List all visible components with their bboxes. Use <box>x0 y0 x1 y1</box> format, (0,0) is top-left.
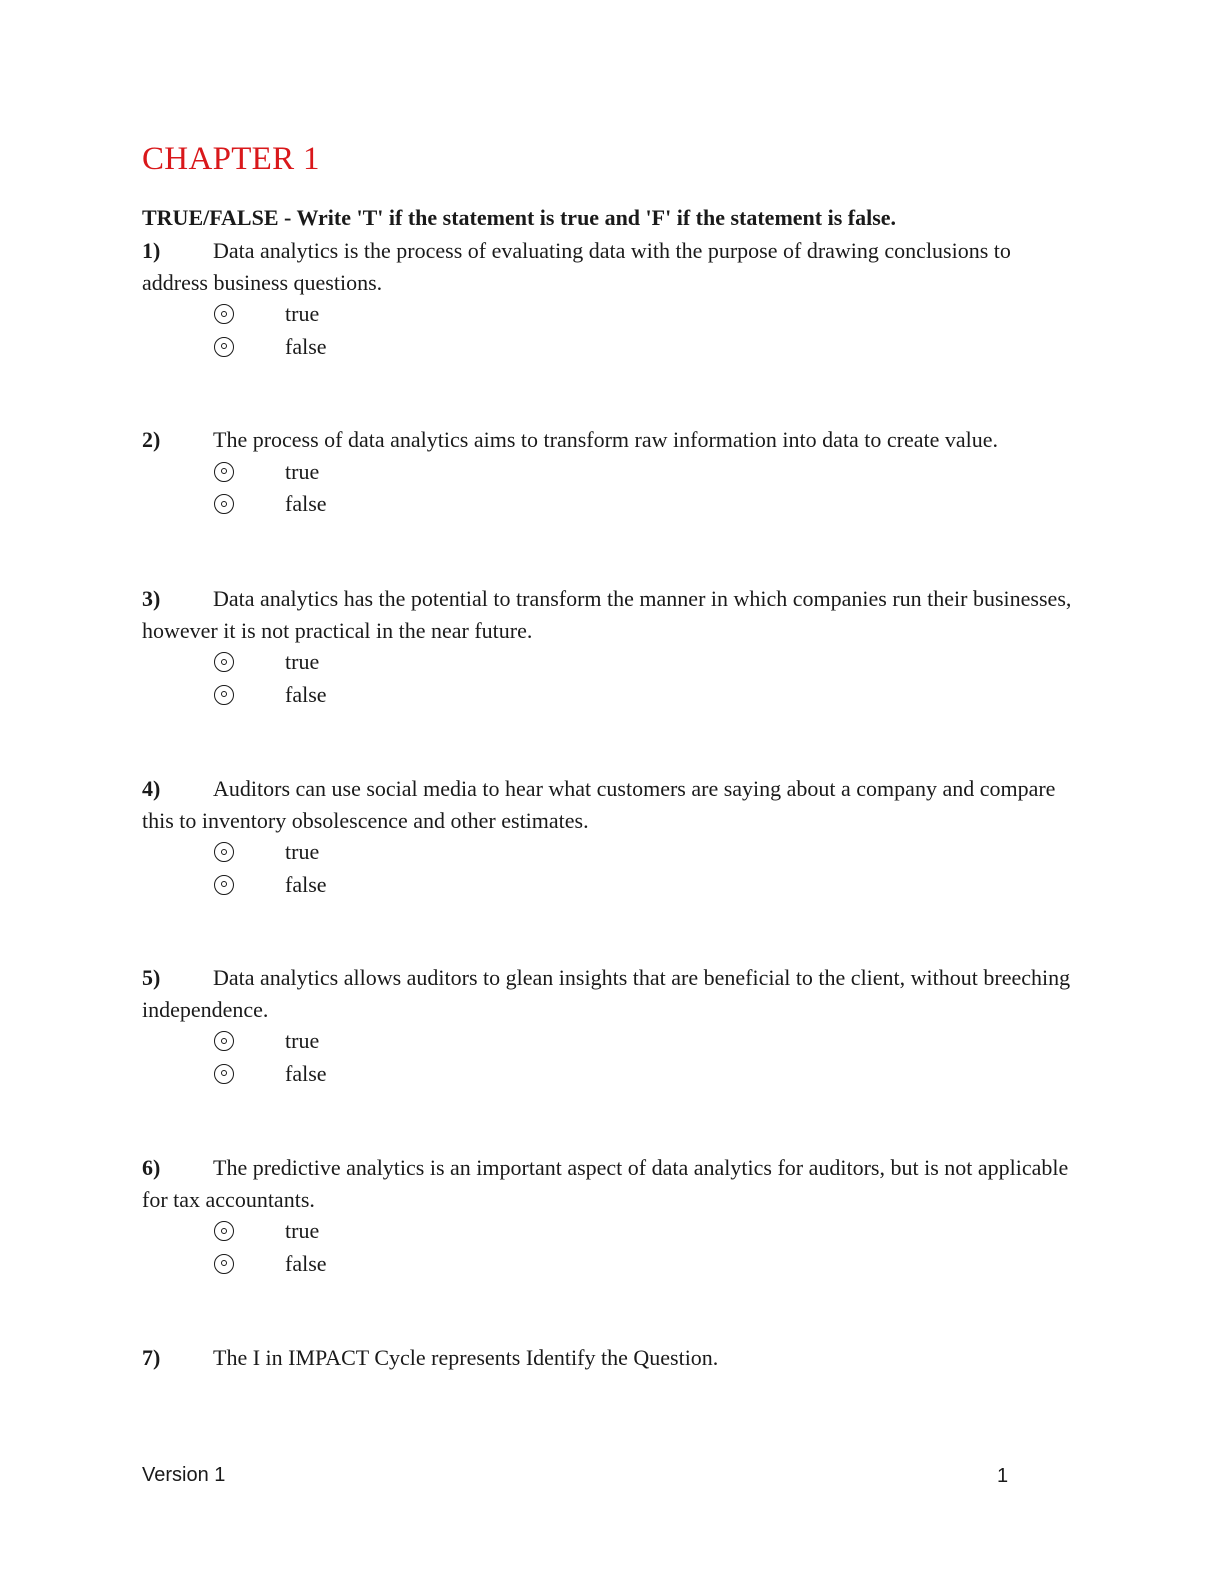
answer-options <box>142 1025 1082 1090</box>
question-text: Data analytics has the potential to transform the manner in which companies run their businesses, however it is not practical in the near future. <box>142 586 1072 643</box>
question-text: The I in IMPACT Cycle represents Identify the Question. <box>213 1345 719 1370</box>
question-2 <box>142 424 1102 521</box>
option-true[interactable] <box>142 1215 1082 1248</box>
footer-version: Version 1 <box>142 1464 226 1486</box>
answer-options <box>142 646 1082 711</box>
answer-options <box>142 836 1082 901</box>
radio-button-icon[interactable] <box>214 1221 234 1241</box>
question-text: The process of data analytics aims to transform raw information into data to create value. <box>213 427 998 452</box>
answer-options <box>142 298 1082 363</box>
option-label: false <box>285 1060 327 1086</box>
question-number: 1) <box>142 238 161 263</box>
option-label: true <box>285 1028 320 1053</box>
option-label: true <box>285 1218 320 1243</box>
option-false[interactable] <box>142 1248 1082 1281</box>
option-label: false <box>285 491 327 516</box>
footer-page-number: 1 <box>997 1465 1009 1487</box>
option-true[interactable] <box>142 836 1082 869</box>
option-false[interactable] <box>142 869 1082 902</box>
question-number: 4) <box>142 776 161 801</box>
option-label: false <box>285 681 327 707</box>
question-text: Data analytics allows auditors to glean insights that are beneficial to the client, without breeching independence. <box>142 965 1071 1022</box>
question-3 <box>142 583 1082 711</box>
question-7 <box>142 1342 1082 1374</box>
radio-button-icon[interactable] <box>214 304 234 324</box>
option-false[interactable] <box>142 679 1082 712</box>
radio-button-icon[interactable] <box>214 1064 234 1084</box>
option-false[interactable] <box>142 488 1102 521</box>
option-label: true <box>285 649 320 674</box>
answer-options <box>142 1215 1082 1280</box>
radio-button-icon[interactable] <box>214 875 234 895</box>
option-label: false <box>285 1250 327 1276</box>
option-true[interactable] <box>142 646 1082 679</box>
question-number: 5) <box>142 965 161 990</box>
option-true[interactable] <box>142 298 1082 331</box>
option-label: false <box>285 333 327 359</box>
question-text: Data analytics is the process of evaluating data with the purpose of drawing conclusions to address business questions. <box>142 238 1011 295</box>
option-label: false <box>285 871 327 897</box>
question-number: 7) <box>142 1345 161 1370</box>
radio-button-icon[interactable] <box>214 337 234 357</box>
radio-button-icon[interactable] <box>214 652 234 672</box>
radio-button-icon[interactable] <box>214 1031 234 1051</box>
question-4 <box>142 773 1082 901</box>
option-false[interactable] <box>142 1058 1082 1091</box>
option-false[interactable] <box>142 331 1082 364</box>
question-text: Auditors can use social media to hear what customers are saying about a company and compare this to inventory obsolescence and other estimates. <box>142 776 1056 833</box>
radio-button-icon[interactable] <box>214 494 234 514</box>
question-text: The predictive analytics is an important aspect of data analytics for auditors, but is not applicable for tax accountants. <box>142 1155 1069 1212</box>
option-label: true <box>285 839 320 864</box>
section-instructions: TRUE/FALSE - Write 'T' if the statement is true and 'F' if the statement is false. <box>142 205 897 230</box>
option-true[interactable] <box>142 1025 1082 1058</box>
option-label: true <box>285 458 320 484</box>
radio-button-icon[interactable] <box>214 685 234 705</box>
answer-options <box>142 456 1102 521</box>
question-number: 2) <box>142 427 161 452</box>
chapter-title: CHAPTER 1 <box>142 141 320 177</box>
question-1 <box>142 235 1082 363</box>
option-label: true <box>285 301 320 326</box>
question-number: 3) <box>142 586 161 611</box>
question-6 <box>142 1152 1082 1280</box>
question-5 <box>142 962 1082 1090</box>
radio-button-icon[interactable] <box>214 842 234 862</box>
radio-button-icon[interactable] <box>214 462 234 482</box>
radio-button-icon[interactable] <box>214 1254 234 1274</box>
question-number: 6) <box>142 1155 161 1180</box>
option-true[interactable] <box>142 456 1102 489</box>
